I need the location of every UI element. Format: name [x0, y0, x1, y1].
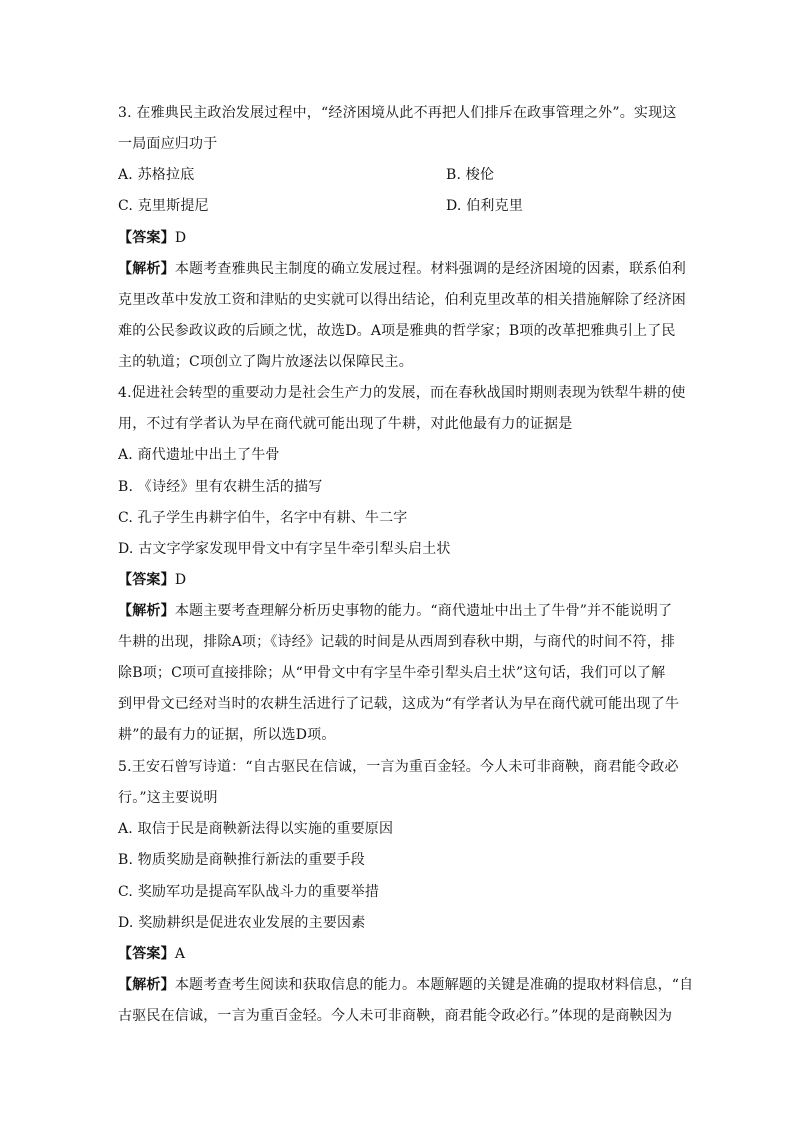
answer-label: 【答案】 [118, 230, 175, 246]
answer-value: A [174, 946, 186, 962]
q4-option-b: B. 《诗经》里有农耕生活的描写 [118, 479, 323, 495]
analysis-text: 本题考查雅典民主制度的确立发展过程。材料强调的是经济困境的因素，联系伯利 [174, 261, 687, 277]
answer-value: D [174, 230, 187, 246]
q3-analysis-line-1 [118, 260, 686, 278]
answer-value: D [174, 572, 187, 588]
q5-analysis-line-1 [118, 976, 693, 994]
q5-answer [118, 945, 185, 963]
q3-option-d: D. 伯利克里 [446, 198, 524, 214]
q4-analysis-line-2: 牛耕的出现，排除A项；《诗经》记载的时间是从西周到春秋中期，与商代的时间不符，排 [118, 634, 676, 650]
q3-analysis-line-2: 克里改革中发放工资和津贴的史实就可以得出结论，伯利克里改革的相关措施解除了经济困 [118, 292, 686, 308]
analysis-label: 【解析】 [118, 603, 175, 619]
q3-option-b: B. 梭伦 [446, 167, 495, 183]
analysis-text: 本题考查考生阅读和获取信息的能力。本题解题的关键是准确的提取材料信息，“自 [174, 977, 694, 993]
q3-analysis-line-3: 难的公民参政议政的后顾之忧，故选D。A项是雅典的哲学家；B项的改革把雅典引上了民 [118, 323, 676, 339]
answer-label: 【答案】 [118, 572, 175, 588]
q5-option-a: A. 取信于民是商鞅新法得以实施的重要原因 [118, 821, 394, 837]
q5-analysis-line-2: 古驱民在信诚，一言为重百金轻。今人未可非商鞅，商君能令政必行。”体现的是商鞅因为 [118, 1008, 673, 1024]
q4-stem-line-1: 4.促进社会转型的重要动力是社会生产力的发展，而在春秋战国时期则表现为铁犁牛耕的使 [118, 385, 686, 401]
analysis-label: 【解析】 [118, 977, 175, 993]
q4-stem-line-2: 用，不过有学者认为早在商代就可能出现了牛耕，对此他最有力的证据是 [118, 416, 573, 432]
answer-label: 【答案】 [118, 946, 175, 962]
q4-analysis-line-4: 到甲骨文已经对当时的农耕生活进行了记载，这成为“有学者认为早在商代就可能出现了牛 [118, 696, 680, 712]
q4-option-c: C. 孔子学生冉耕字伯牛，名字中有耕、牛二字 [118, 510, 408, 526]
q5-option-b: B. 物质奖励是商鞅推行新法的重要手段 [118, 852, 365, 868]
q3-stem-line-1: 3. 在雅典民主政治发展过程中，“经济困境从此不再把人们排斥在政事管理之外”。实现这 [118, 105, 677, 121]
q5-option-c: C. 奖励军功是提高军队战斗力的重要举措 [118, 884, 380, 900]
q3-stem-line-2: 一局面应归功于 [118, 136, 218, 152]
q5-stem-line-1: 5.王安石曾写诗道：“自古驱民在信诚，一言为重百金轻。今人未可非商鞅，商君能令政必 [118, 759, 679, 775]
analysis-text: 本题主要考查理解分析历史事物的能力。“商代遗址中出土了牛骨”并不能说明了 [174, 603, 673, 619]
q3-option-c: C. 克里斯提尼 [118, 198, 209, 214]
q4-analysis-line-1 [118, 602, 672, 620]
q4-analysis-line-5: 耕”的最有力的证据，所以选D项。 [118, 727, 336, 743]
q4-option-d: D. 古文字学家发现甲骨文中有字呈牛牵引犁头启土状 [118, 541, 451, 557]
q5-option-d: D. 奖励耕织是促进农业发展的主要因素 [118, 915, 366, 931]
q4-analysis-line-3: 除B项；C项可直接排除；从“甲骨文中有字呈牛牵引犁头启土状”这句话，我们可以了解 [118, 665, 666, 681]
q4-answer [118, 571, 186, 589]
q3-option-a: A. 苏格拉底 [118, 167, 195, 183]
q5-stem-line-2: 行。”这主要说明 [118, 790, 218, 806]
q4-option-a: A. 商代遗址中出土了牛骨 [118, 447, 280, 463]
q3-analysis-line-4: 主的轨道；C项创立了陶片放逐法以保障民主。 [118, 354, 413, 370]
q3-answer [118, 229, 186, 247]
analysis-label: 【解析】 [118, 261, 175, 277]
